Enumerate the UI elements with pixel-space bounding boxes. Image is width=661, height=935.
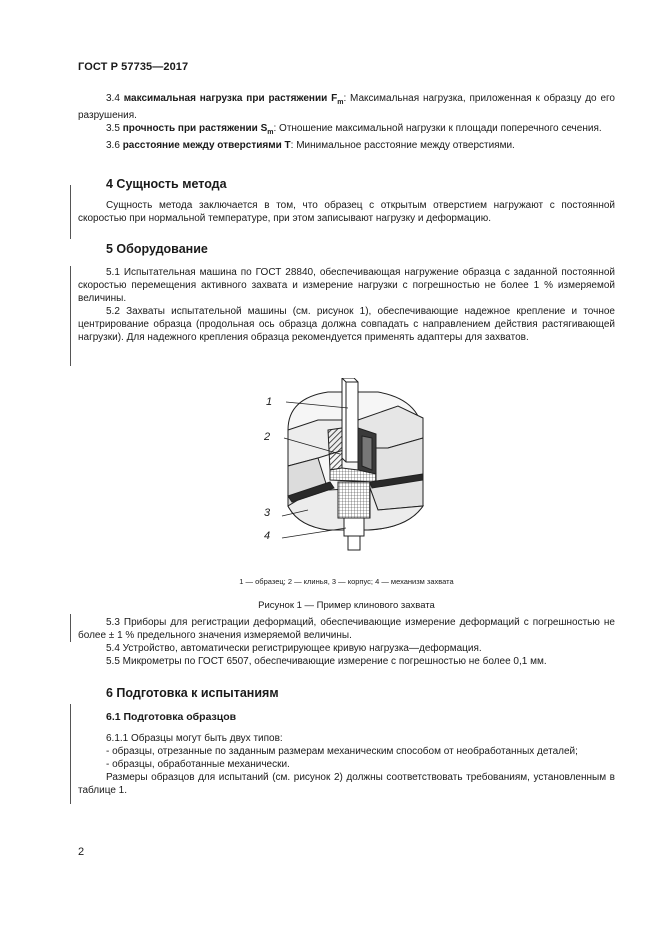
definition-3-4: 3.4 максимальная нагрузка при растяжении $F_m$: Максимальная нагрузка, приложенная к образцу до его разрушения. — [78, 93, 615, 121]
change-bar — [70, 704, 71, 804]
document-code-header: ГОСТ Р 57735—2017 — [78, 61, 189, 73]
definition-3-5: 3.5 прочность при растяжении $S_m$: Отношение максимальной нагрузки к площади поперечного сечения. — [106, 123, 602, 136]
item-5-3: 5.3 Приборы для регистрации деформаций, обеспечивающие измерение деформаций с погрешностью не более ± 1 % предельного значения измеряемой величины. — [78, 617, 615, 641]
wedge-grip-figure — [258, 378, 448, 558]
item-5-1: 5.1 Испытательная машина по ГОСТ 28840, обеспечивающая нагружение образца с заданной постоянной скоростью перемещения активного захвата и измерение нагрузки с погрешностью не более 1 % измеряемой величины. — [78, 267, 615, 304]
change-bar — [70, 266, 71, 366]
figure-caption: Рисунок 1 — Пример клинового захвата — [258, 600, 435, 611]
definitions-block — [78, 92, 615, 152]
change-bar — [70, 614, 71, 642]
section-6-body — [78, 732, 615, 797]
term-max-load: максимальная нагрузка при растяжении $F_m$ — [123, 93, 344, 106]
item-5-4: 5.4 Устройство, автоматически регистрирующее кривую нагрузка—деформация. — [106, 643, 482, 654]
change-bar — [70, 185, 71, 239]
section-4-title: 4 Сущность метода — [106, 177, 227, 191]
figure-label-3: 3 — [264, 507, 271, 519]
subsection-6-1-title: 6.1 Подготовка образцов — [106, 711, 237, 723]
item-6-1-1: 6.1.1 Образцы могут быть двух типов: — [106, 733, 283, 744]
term-tensile-strength: прочность при растяжении $S_m$ — [122, 123, 274, 136]
section-4-paragraph: Сущность метода заключается в том, что образец с открытым отверстием нагружают с постоянной скоростью при нормальной температуре, при этом записывают нагрузку и деформацию. — [78, 200, 615, 224]
item-5-5: 5.5 Микрометры по ГОСТ 6507, обеспечивающие измерение с погрешностью не более 0,1 мм. — [106, 656, 547, 667]
section-5-continued — [78, 616, 615, 668]
item-5-2: 5.2 Захваты испытательной машины (см. рисунок 1), обеспечивающие надежное крепление и точное центрирование образца (продольная ось образца должна совпадать с направлением действия растягивающей нагрузки). Для надежного крепления образца рекомендуется применять адаптеры для захватов. — [78, 306, 615, 343]
page-number: 2 — [78, 846, 85, 858]
section-5-body — [78, 266, 615, 344]
list-item-type-2: - образцы, обработанные механически. — [106, 759, 290, 770]
figure-label-1: 1 — [266, 396, 273, 408]
section-4-body — [78, 199, 615, 225]
sample-size-paragraph: Размеры образцов для испытаний (см. рисунок 2) должны соответствовать требованиям, установленным в таблице 1. — [78, 772, 615, 796]
figure-legend: 1 — образец; 2 — клинья, 3 — корпус; 4 — механизм захвата — [239, 577, 454, 586]
definition-3-6: 3.6 расстояние между отверстиями T: Минимальное расстояние между отверстиями. — [106, 140, 515, 151]
term-hole-distance: расстояние между отверстиями T — [122, 140, 291, 151]
list-item-type-1: - образцы, отрезанные по заданным размерам механическим способом от необработанных деталей; — [106, 746, 578, 757]
section-5-title: 5 Оборудование — [106, 242, 208, 256]
figure-label-2: 2 — [264, 431, 271, 443]
section-6-title: 6 Подготовка к испытаниям — [106, 686, 279, 700]
figure-label-4: 4 — [264, 530, 271, 542]
